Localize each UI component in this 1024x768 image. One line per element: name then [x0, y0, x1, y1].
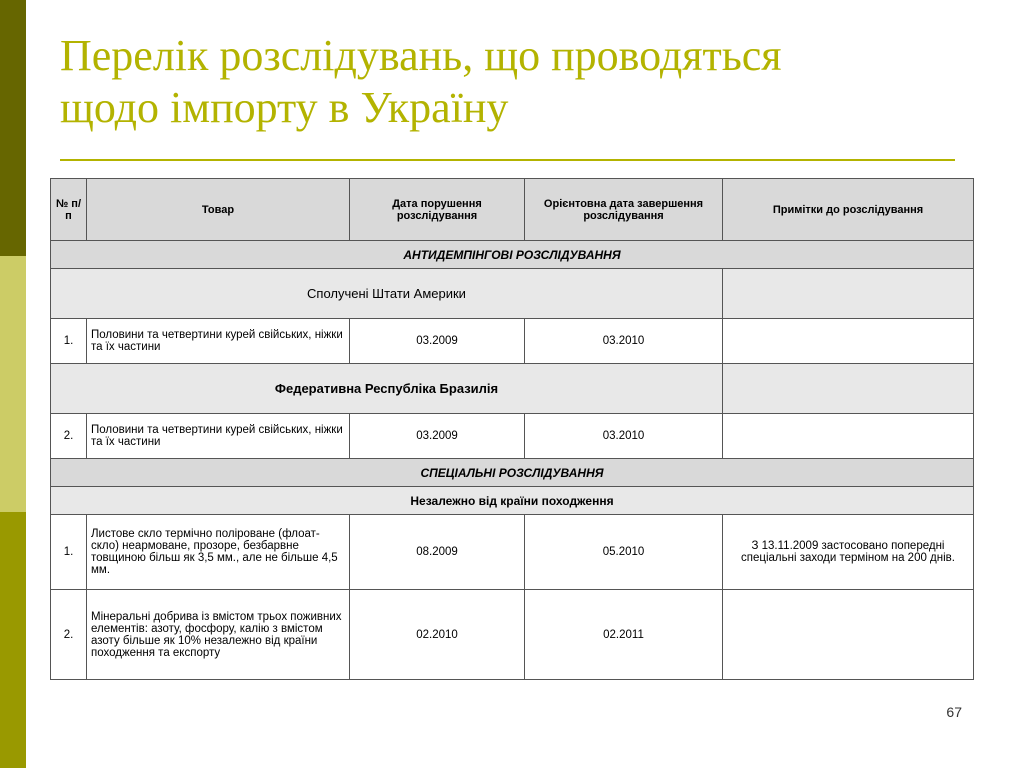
origin-row: [51, 487, 974, 515]
country-name: Сполучені Штати Америки: [51, 269, 723, 319]
title-line-2: щодо імпорту в Україну: [60, 83, 509, 132]
side-decor-bar: [0, 0, 26, 768]
row-start-date: 03.2009: [350, 414, 525, 459]
row-num: 2.: [51, 414, 87, 459]
row-num: 1.: [51, 319, 87, 364]
country-name: Федеративна Республіка Бразилія: [51, 364, 723, 414]
country-row-brazil: [51, 364, 974, 414]
section-title: СПЕЦІАЛЬНІ РОЗСЛІДУВАННЯ: [51, 459, 974, 487]
side-bar-segment-mid: [0, 512, 26, 768]
table-row: [51, 590, 974, 680]
row-product: Листове скло термічно поліроване (флоат-скло) неармоване, прозоре, безбарвне товщиною більш як 3,5 мм., але не більше 4,5 мм.: [87, 515, 350, 590]
row-notes: [723, 319, 974, 364]
table-header-row: [51, 179, 974, 241]
header-num: № п/п: [51, 179, 87, 241]
row-product: Мінеральні добрива із вмістом трьох поживних елементів: азоту, фосфору, калію з вмістом азоту більше як 10% незалежно від країни походження та експорту: [87, 590, 350, 680]
section-row-special: [51, 459, 974, 487]
row-end-date: 05.2010: [525, 515, 723, 590]
country-row-usa: [51, 269, 974, 319]
header-product: Товар: [87, 179, 350, 241]
row-product: Половини та четвертини курей свійських, ніжки та їх частини: [87, 414, 350, 459]
header-end-date: Орієнтовна дата завершення розслідування: [525, 179, 723, 241]
title-line-1: Перелік розслідувань, що проводяться: [60, 31, 782, 80]
table-row: [51, 414, 974, 459]
header-notes: Примітки до розслідування: [723, 179, 974, 241]
header-start-date: Дата порушення розслідування: [350, 179, 525, 241]
country-row-empty-cell: [723, 364, 974, 414]
row-end-date: 03.2010: [525, 319, 723, 364]
section-title: АНТИДЕМПІНГОВІ РОЗСЛІДУВАННЯ: [51, 241, 974, 269]
table-row: [51, 515, 974, 590]
row-end-date: 02.2011: [525, 590, 723, 680]
row-start-date: 02.2010: [350, 590, 525, 680]
section-row-antidumping: [51, 241, 974, 269]
row-start-date: 03.2009: [350, 319, 525, 364]
country-row-empty-cell: [723, 269, 974, 319]
row-notes: З 13.11.2009 застосовано попередні спеціальні заходи терміном на 200 днів.: [723, 515, 974, 590]
row-start-date: 08.2009: [350, 515, 525, 590]
row-notes: [723, 414, 974, 459]
origin-label: Незалежно від країни походження: [51, 487, 974, 515]
row-end-date: 03.2010: [525, 414, 723, 459]
title-underline: [60, 159, 955, 161]
side-bar-segment-dark: [0, 0, 26, 256]
table-row: [51, 319, 974, 364]
row-num: 1.: [51, 515, 87, 590]
side-bar-segment-light: [0, 256, 26, 512]
row-notes: [723, 590, 974, 680]
page-number: 67: [946, 704, 962, 720]
row-num: 2.: [51, 590, 87, 680]
row-product: Половини та четвертини курей свійських, ніжки та їх частини: [87, 319, 350, 364]
investigations-table: [50, 178, 974, 680]
slide-title: [60, 30, 960, 134]
